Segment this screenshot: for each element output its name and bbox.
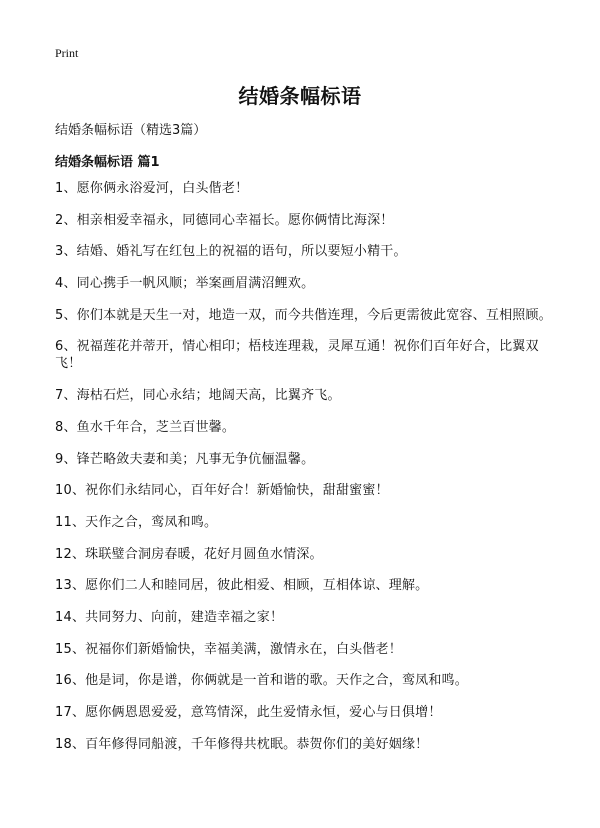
list-item: 4、同心携手一帆风顺；举案画眉满沼鲤欢。 <box>55 276 315 292</box>
list-item: 16、他是词，你是谱，你俩就是一首和谐的歌。天作之合，鸾凤和鸣。 <box>55 673 468 689</box>
list-item: 3、结婚、婚礼写在红包上的祝福的语句，所以要短小精干。 <box>55 244 407 260</box>
list-item: 10、祝你们永结同心，百年好合！新婚愉快，甜甜蜜蜜！ <box>55 483 389 499</box>
slogan-list <box>55 180 555 767</box>
list-item: 15、祝福你们新婚愉快，幸福美满，激情永在，白头偕老！ <box>55 641 402 657</box>
list-item: 9、锋芒略敛夫妻和美；凡事无争伉俪温馨。 <box>55 451 315 467</box>
list-item: 14、共同努力、向前，建造幸福之家！ <box>55 609 284 625</box>
document-subtitle: 结婚条幅标语（精选3篇） <box>55 123 207 138</box>
list-item: 8、鱼水千年合，芝兰百世馨。 <box>55 419 236 435</box>
list-item: 2、相亲相爱幸福永，同德同心幸福长。愿你俩情比海深！ <box>55 212 394 228</box>
section-heading: 结婚条幅标语 篇1 <box>55 155 160 170</box>
list-item: 18、百年修得同船渡，千年修得共枕眠。恭贺你们的美好姻缘！ <box>55 736 429 752</box>
list-item: 1、愿你俩永浴爱河，白头偕老！ <box>55 181 249 196</box>
list-item: 11、天作之合，鸾凤和鸣。 <box>55 514 218 530</box>
list-item: 5、你们本就是天生一对，地造一双，而今共偕连理，今后更需彼此宽容、互相照顾。 <box>55 307 552 323</box>
list-item: 6、祝福莲花并蒂开，情心相印；梧枝连理栽，灵犀互通！祝你们百年好合，比翼双飞！ <box>55 339 539 372</box>
list-item: 13、愿你们二人和睦同居，彼此相爱、相顾，互相体谅、理解。 <box>55 578 429 594</box>
print-link[interactable]: Print <box>55 46 79 60</box>
page-title: 结婚条幅标语 <box>238 84 362 108</box>
list-item: 12、珠联璧合洞房春暖，花好月圆鱼水情深。 <box>55 546 323 562</box>
list-item: 17、愿你俩恩恩爱爱，意笃情深，此生爱情永恒，爱心与日俱增！ <box>55 705 442 720</box>
list-item: 7、海枯石烂，同心永结；地阔天高，比翼齐飞。 <box>55 388 341 404</box>
